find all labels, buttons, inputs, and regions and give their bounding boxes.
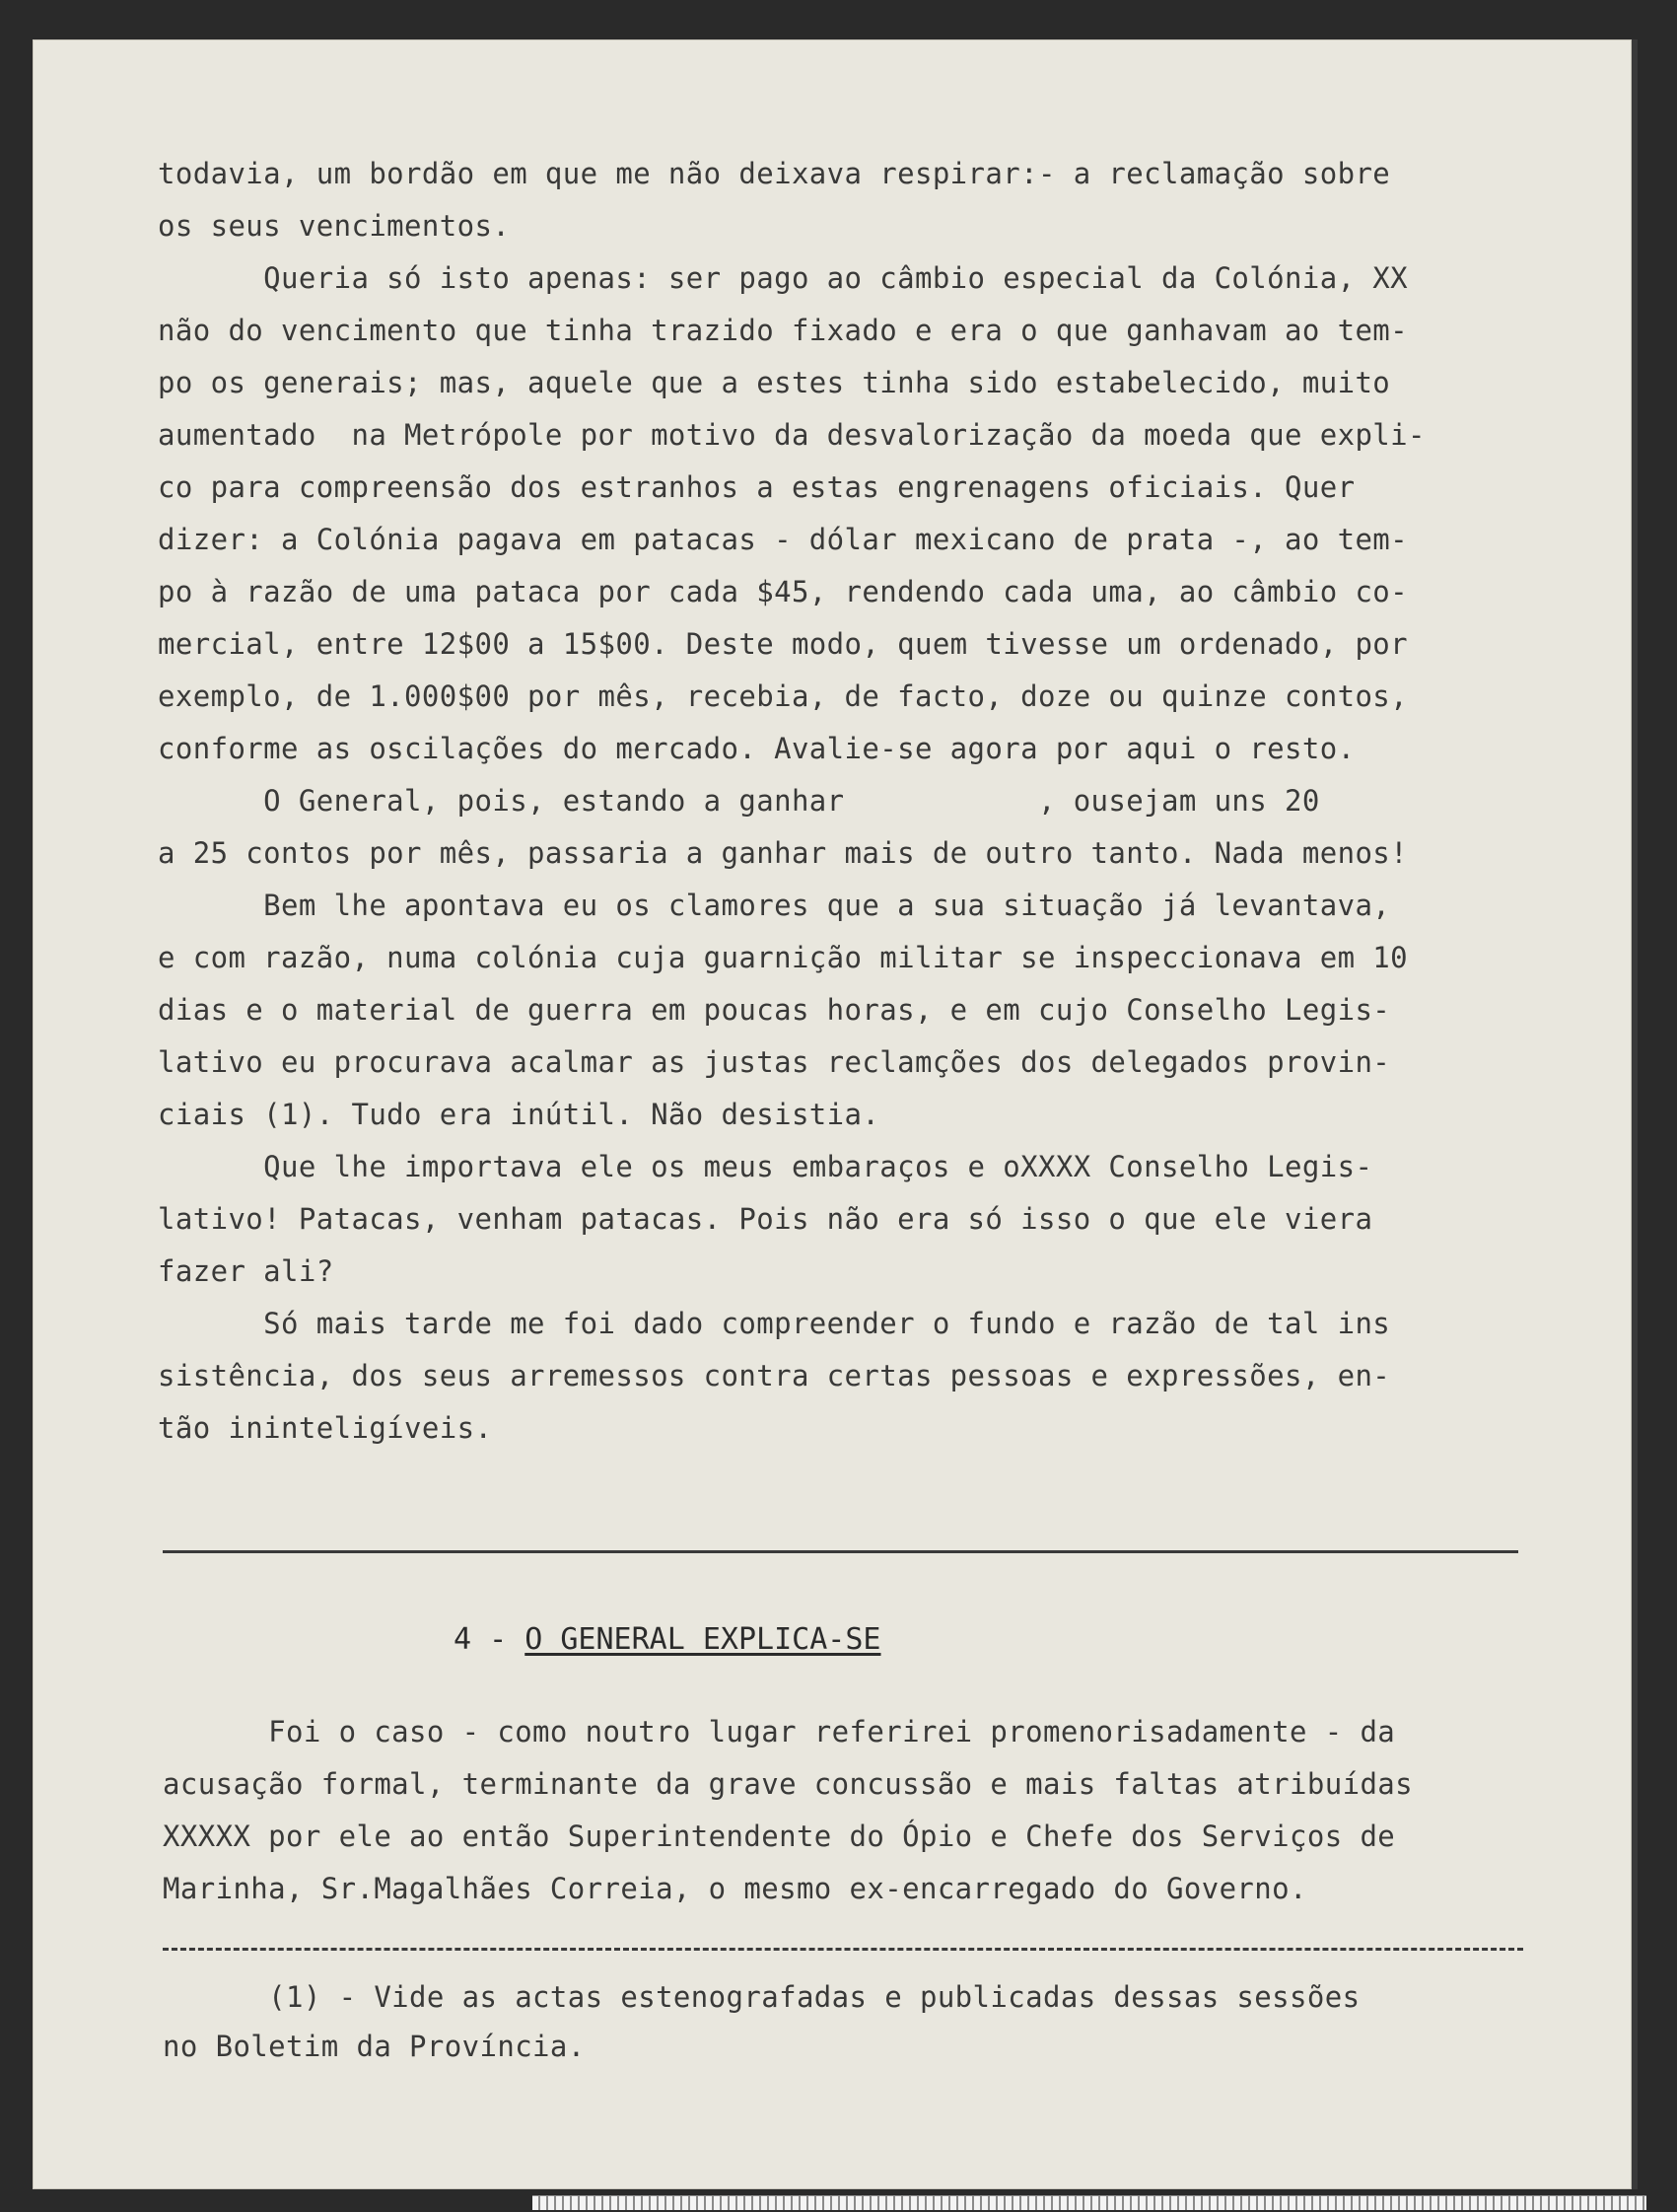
text-line: po os generais; mas, aquele que a estes tinha sido estabelecido, muito <box>158 366 1391 399</box>
footnote-separator <box>163 1948 1523 1951</box>
text-line: Foi o caso - como noutro lugar referirei promenorisadamente - da <box>163 1715 1396 1748</box>
text-line: os seus vencimentos. <box>158 209 511 243</box>
page-edge-shadow <box>1632 39 1638 2189</box>
text-line: aumentado na Metrópole por motivo da desvalorização da moeda que expli- <box>158 418 1426 452</box>
text-line: Só mais tarde me foi dado compreender o fundo e razão de tal ins <box>158 1307 1391 1340</box>
footnote-line: no Boletim da Província. <box>163 2030 586 2063</box>
text-line: co para compreensão dos estranhos a estas engrenagens oficiais. Quer <box>158 470 1356 504</box>
text-line: XXXXX por ele ao então Superintendente do Ópio e Chefe dos Serviços de <box>163 1820 1396 1853</box>
text-line: dizer: a Colónia pagava em patacas - dólar mexicano de prata -, ao tem- <box>158 523 1409 556</box>
text-line: po à razão de uma pataca por cada $45, rendendo cada uma, ao câmbio co- <box>158 575 1409 608</box>
section-divider <box>163 1550 1518 1553</box>
text-line: lativo! Patacas, venham patacas. Pois não era só isso o que ele viera <box>158 1202 1373 1236</box>
text-line: a 25 contos por mês, passaria a ganhar mais de outro tanto. Nada menos! <box>158 836 1409 870</box>
text-line: dias e o material de guerra em poucas horas, e em cujo Conselho Legis- <box>158 993 1391 1027</box>
text-line: tão ininteligíveis. <box>158 1411 493 1445</box>
text-line: Queria só isto apenas: ser pago ao câmbio especial da Colónia, XX <box>158 261 1409 295</box>
section-heading <box>454 1622 880 1657</box>
text-line: conforme as oscilações do mercado. Avalie-se agora por aqui o resto. <box>158 732 1356 765</box>
text-line: e com razão, numa colónia cuja guarnição militar se inspeccionava em 10 <box>158 941 1409 974</box>
text-line: Que lhe importava ele os meus embaraços e oXXXX Conselho Legis- <box>158 1150 1373 1183</box>
section-title: O GENERAL EXPLICA-SE <box>524 1622 881 1657</box>
scan-ruler <box>532 2195 1646 2210</box>
text-line: não do vencimento que tinha trazido fixado e era o que ganhavam ao tem- <box>158 314 1409 347</box>
text-line: sistência, dos seus arremessos contra certas pessoas e expressões, en- <box>158 1359 1391 1392</box>
text-line: exemplo, de 1.000$00 por mês, recebia, de facto, doze ou quinze contos, <box>158 679 1409 713</box>
text-line: fazer ali? <box>158 1254 334 1288</box>
text-line: mercial, entre 12$00 a 15$00. Deste modo, quem tivesse um ordenado, por <box>158 627 1409 661</box>
text-line: Bem lhe apontava eu os clamores que a sua situação já levantava, <box>158 889 1391 922</box>
text-line: ciais (1). Tudo era inútil. Não desistia. <box>158 1098 880 1131</box>
text-line: Marinha, Sr.Magalhães Correia, o mesmo ex-encarregado do Governo. <box>163 1872 1307 1905</box>
text-line: acusação formal, terminante da grave concussão e mais faltas atribuídas <box>163 1767 1414 1801</box>
text-line: todavia, um bordão em que me não deixava respirar:- a reclamação sobre <box>158 157 1391 190</box>
footnote-line: (1) - Vide as actas estenografadas e publicadas dessas sessões <box>163 1980 1361 2014</box>
footnote <box>163 1972 1543 2071</box>
text-line: lativo eu procurava acalmar as justas reclamções dos delegados provin- <box>158 1045 1391 1079</box>
text-line: O General, pois, estando a ganhar , ousejam uns 20 <box>158 784 1320 818</box>
paragraph-block-2 <box>163 1706 1543 1915</box>
paragraph-block-1 <box>158 148 1538 1455</box>
section-number: 4 - <box>454 1622 525 1657</box>
